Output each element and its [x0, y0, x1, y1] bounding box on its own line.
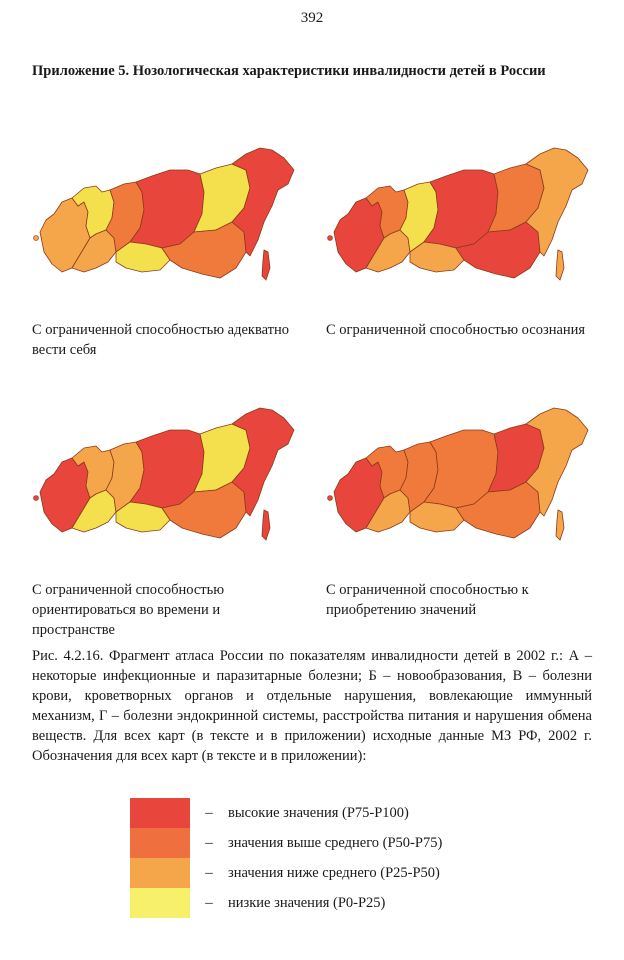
map-caption: С ограниченной способностью осознания — [326, 322, 586, 338]
legend-label: значения выше среднего (Р50-Р75) — [228, 834, 443, 851]
russia-choropleth-map — [32, 140, 302, 320]
map-region-exclave — [34, 496, 39, 501]
map-region-island — [556, 250, 564, 280]
legend-dash: – — [205, 834, 213, 851]
map-caption: С ограниченной способностью к приобретению значений — [326, 582, 529, 618]
legend-dash: – — [205, 804, 213, 821]
russia-choropleth-map — [326, 140, 596, 320]
map-caption: С ограниченной способностью адекватно вести себя — [32, 322, 290, 358]
legend-label: высокие значения (Р75-Р100) — [228, 804, 409, 821]
map-region-exclave — [34, 236, 39, 241]
appendix-heading: Приложение 5. Нозологическая характеристики инвалидности детей в России — [32, 63, 546, 79]
legend-swatch — [130, 858, 190, 888]
map-panel-meaning — [326, 400, 596, 620]
figure-caption: Рис. 4.2.16. Фрагмент атласа России по показателям инвалидности детей в 2002 г.: А – некоторые инфекционные и паразитарные болезни; Б – новообразования, В – болезни крови, кроветворных органов и отдельные нарушения, вовлекающие иммунный механизм, Г – болезни эндокринной системы, расстройства питания и нарушения обмена веществ. Для всех карт (в тексте и в приложении) исходные данные МЗ РФ, 2002 г. Обозначения для всех карт (в тексте и в приложении): — [32, 648, 592, 764]
legend-item — [130, 858, 442, 888]
legend-item — [130, 888, 442, 918]
legend-swatch — [130, 798, 190, 828]
legend-item — [130, 798, 442, 828]
map-panel-behavior — [32, 140, 302, 360]
map-region-island — [262, 250, 270, 280]
legend-dash: – — [205, 894, 213, 911]
legend-swatch — [130, 888, 190, 918]
map-region-exclave — [328, 236, 333, 241]
page-number: 392 — [300, 10, 324, 26]
russia-choropleth-map — [326, 400, 596, 580]
map-region-exclave — [328, 496, 333, 501]
russia-choropleth-map — [32, 400, 302, 580]
legend-swatch — [130, 828, 190, 858]
legend-item — [130, 828, 442, 858]
legend-label: низкие значения (Р0-Р25) — [228, 894, 386, 911]
map-region-island — [556, 510, 564, 540]
map-panel-orientation — [32, 400, 302, 640]
legend-dash: – — [205, 864, 213, 881]
map-region-island — [262, 510, 270, 540]
legend-label: значения ниже среднего (Р25-Р50) — [228, 864, 440, 881]
map-panel-awareness — [326, 140, 596, 340]
map-legend — [130, 798, 442, 918]
map-caption: С ограниченной способностью ориентироваться во времени и пространстве — [32, 582, 225, 638]
